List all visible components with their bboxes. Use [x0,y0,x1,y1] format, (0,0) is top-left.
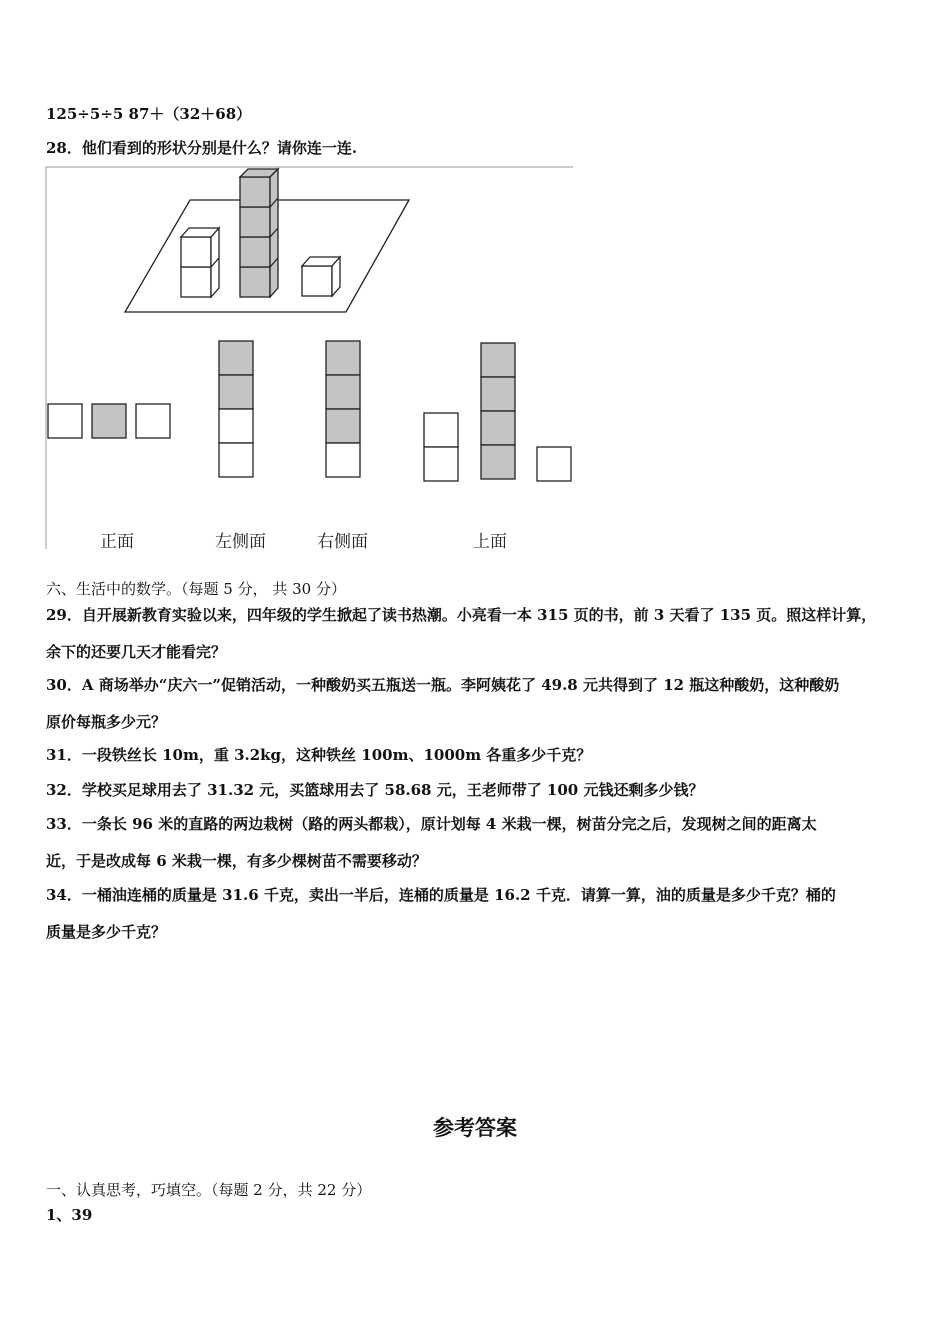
label-top: 上面 [473,532,507,552]
question-32: 32．学校买足球用去了 31.32 元，买篮球用去了 58.68 元，王老师带了 100 元钱还剩多少钱？ [46,781,704,799]
answer-section-1-heading: 一、认真思考，巧填空。（每题 2 分，共 22 分） [46,1181,372,1199]
question-29-line2: 余下的还要几天才能看完？ [46,643,227,661]
cube-stack-left [181,228,219,297]
answer-1: 1、39 [46,1206,93,1224]
question-34-line1: 34．一桶油连桶的质量是 31.6 千克，卖出一半后，连桶的质量是 16.2 千克．请算一算，油的质量是多少千克？桶的 [46,886,836,904]
question-31: 31．一段铁丝长 10m，重 3.2kg，这种铁丝 100m、1000m 各重多少千克？ [46,746,592,764]
question-34-line2: 质量是多少千克？ [46,923,167,941]
view-column-three-grey [326,341,360,477]
answer-title: 参考答案 [433,1116,517,1140]
label-right-side: 右侧面 [317,532,368,552]
view-row-of-three [48,404,170,438]
question-28: 28．他们看到的形状分别是什么？请你连一连. [46,139,358,157]
question-33-line2: 近，于是改成每 6 米栽一棵，有多少棵树苗不需要移动？ [46,852,427,870]
cube-stack-middle [240,169,278,297]
cube-single-right [302,257,340,296]
label-left-side: 左侧面 [215,532,266,552]
label-front: 正面 [100,532,134,552]
question-30-line2: 原价每瓶多少元？ [46,713,167,731]
question-29-line1: 29．自开展新教育实验以来，四年级的学生掀起了读书热潮。小亮看一本 315 页的书，前 3 天看了 135 页。照这样计算， [46,606,877,624]
view-side-stacks [424,343,571,481]
question-30-line1: 30．A 商场举办“庆六一”促销活动，一种酸奶买五瓶送一瓶。李阿姨花了 49.8 元共得到了 12 瓶这种酸奶，这种酸奶 [46,676,840,694]
calc-expressions: 125÷5÷5 87＋（32＋68） [46,105,252,123]
question-33-line1: 33．一条长 96 米的直路的两边栽树（路的两头都栽），原计划每 4 米栽一棵，树苗分完之后，发现树之间的距离太 [46,815,817,833]
three-views-figure [44,166,576,552]
view-column-two-grey [219,341,253,477]
section-6-heading: 六、生活中的数学。（每题 5 分， 共 30 分） [46,580,346,598]
